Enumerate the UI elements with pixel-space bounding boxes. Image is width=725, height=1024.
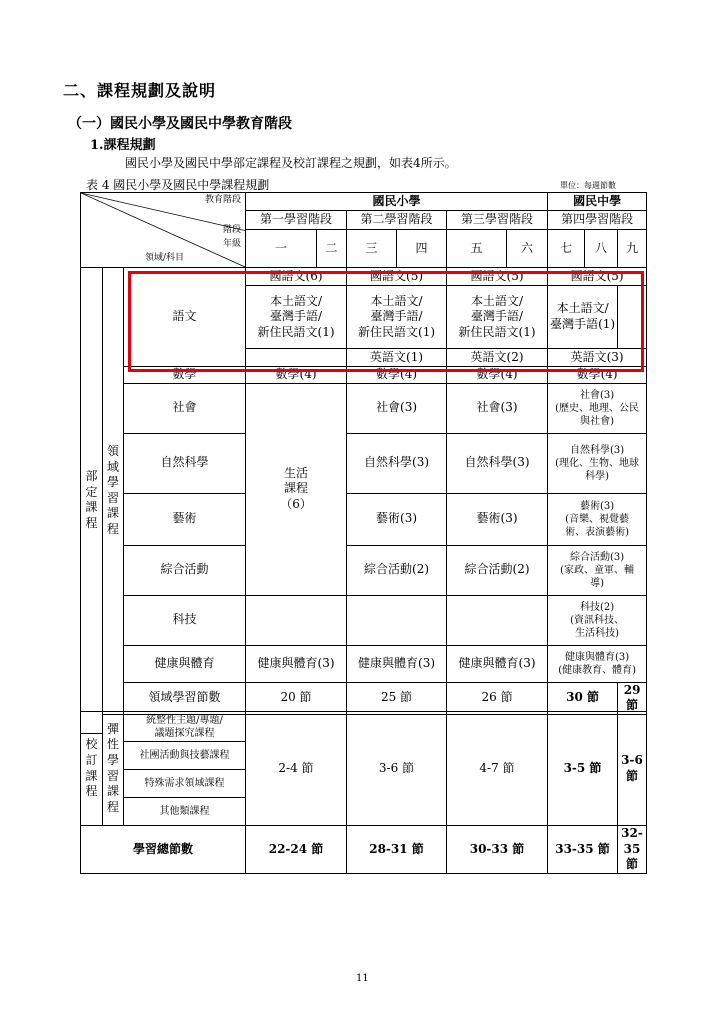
total-g78: 33-35 節: [548, 826, 618, 874]
grade-2: 二: [317, 230, 347, 268]
total-g9: 32-35 節: [618, 826, 647, 874]
mandarin-s2: 國語文(5): [347, 268, 447, 286]
arts-label: 藝術: [124, 493, 246, 545]
flex-item-clubs: 社團活動與技藝課程: [124, 742, 246, 770]
tech-s4: 科技(2) (資訊科技、 生活科技): [548, 595, 647, 645]
grade-1: 一: [246, 230, 317, 268]
social-s2: 社會(3): [347, 383, 447, 433]
science-label: 自然科學: [124, 433, 246, 493]
local-language-s2: 本土語文/ 臺灣手語/ 新住民語文(1): [347, 286, 447, 349]
diag-label-level: 階段: [223, 225, 242, 235]
integrated-label: 綜合活動: [124, 545, 246, 595]
domain-total-s3: 26 節: [447, 682, 548, 714]
intro-paragraph: 國民小學及國民中學部定課程及校訂課程之規劃，如表4所示。: [125, 156, 457, 170]
stage2-header: 第二學習階段: [347, 211, 447, 230]
integrated-s3: 綜合活動(2): [447, 545, 548, 595]
flex-item-other: 其他類課程: [124, 798, 246, 826]
tech-label: 科技: [124, 595, 246, 645]
mandarin-s4: 國語文(5): [548, 268, 647, 286]
section-heading: 二、課程規劃及說明: [63, 81, 217, 100]
tech-s1-empty: [246, 595, 347, 645]
unit-note: 單位：每週節數: [560, 181, 616, 190]
language-label: 語文: [124, 268, 246, 367]
arts-s2: 藝術(3): [347, 493, 447, 545]
domain-total-g78: 30 節: [548, 682, 618, 714]
tech-s2-empty: [347, 595, 447, 645]
health-label: 健康與體育: [124, 645, 246, 682]
grade-5: 五: [447, 230, 507, 268]
domain-total-g9: 29 節: [618, 682, 647, 714]
math-label: 數學: [124, 367, 246, 384]
total-s2: 28-31 節: [347, 826, 447, 874]
tech-s3-empty: [447, 595, 548, 645]
grade-9: 九: [618, 230, 647, 268]
total-s3: 30-33 節: [447, 826, 548, 874]
school-curriculum-label: 校 訂 課 程: [81, 712, 103, 826]
arts-s3: 藝術(3): [447, 493, 548, 545]
stage4-header: 第四學習階段: [548, 211, 647, 230]
table-caption: 表 4 國民小學及國民中學課程規劃: [86, 178, 270, 192]
domain-learning-label: 領 域 學 習 課 程: [103, 268, 124, 715]
subsection-heading: （一）國民小學及國民中學教育階段: [68, 116, 292, 132]
total-s1: 22-24 節: [246, 826, 347, 874]
flex-item-special-needs: 特殊需求領域課程: [124, 770, 246, 798]
stage3-header: 第三學習階段: [447, 211, 548, 230]
integrated-s2: 綜合活動(2): [347, 545, 447, 595]
integrated-s4: 綜合活動(3) (家政、童軍、輔 導): [548, 545, 647, 595]
english-s2: 英語文(1): [347, 349, 447, 367]
grade-8: 八: [585, 230, 618, 268]
english-s3: 英語文(2): [447, 349, 548, 367]
flex-g9: 3-6 節: [618, 712, 647, 826]
header-diagonal-cell: [81, 193, 246, 268]
grade-6: 六: [507, 230, 548, 268]
sub-subsection-heading: 1.課程規劃: [90, 138, 156, 153]
math-s1: 數學(4): [246, 367, 347, 384]
grade-7: 七: [548, 230, 585, 268]
health-s4: 健康與體育(3) (健康教育、體育): [548, 645, 647, 682]
diag-label-domain: 領域/科目: [145, 253, 185, 264]
junior-high-header: 國民中學: [548, 193, 647, 211]
life-curriculum: 生活 課程 （6）: [246, 383, 347, 595]
math-s3: 數學(4): [447, 367, 548, 384]
local-language-s1: 本土語文/ 臺灣手語/ 新住民語文(1): [246, 286, 347, 349]
flex-s1: 2-4 節: [246, 712, 347, 826]
grade-4: 四: [397, 230, 447, 268]
domain-total-s1: 20 節: [246, 682, 347, 714]
science-s2: 自然科學(3): [347, 433, 447, 493]
total-label: 學習總節數: [81, 826, 246, 874]
language-highlight-box: [128, 271, 644, 372]
flex-item-thematic: 統整性主題/專題/ 議題探究課程: [124, 712, 246, 742]
english-s4: 英語文(3): [548, 349, 647, 367]
mandarin-s3: 國語文(5): [447, 268, 548, 286]
required-curriculum-label: 部 定 課 程: [81, 268, 103, 734]
health-s2: 健康與體育(3): [347, 645, 447, 682]
arts-s4: 藝術(3) (音樂、視覺藝 術、表演藝術): [548, 493, 647, 545]
flex-learning-label: 彈 性 學 習 課 程: [103, 712, 124, 826]
stage1-header: 第一學習階段: [246, 211, 347, 230]
flex-s2: 3-6 節: [347, 712, 447, 826]
flex-s3: 4-7 節: [447, 712, 548, 826]
school-curriculum-table: [80, 711, 647, 874]
page-number: 11: [356, 973, 369, 984]
diag-label-stage: 教育階段: [205, 195, 242, 205]
domain-total-label: 領域學習節數: [124, 682, 246, 714]
math-s2: 數學(4): [347, 367, 447, 384]
primary-school-header: 國民小學: [246, 193, 548, 211]
social-s3: 社會(3): [447, 383, 548, 433]
social-label: 社會: [124, 383, 246, 433]
social-s4: 社會(3) (歷史、地理、公民 與社會): [548, 383, 647, 433]
domain-total-s2: 25 節: [347, 682, 447, 714]
science-s4: 自然科學(3) (理化、生物、地球 科學): [548, 433, 647, 493]
local-language-s4: 本土語文/ 臺灣手語(1): [548, 286, 618, 349]
local-language-s3: 本土語文/ 臺灣手語/ 新住民語文(1): [447, 286, 548, 349]
science-s3: 自然科學(3): [447, 433, 548, 493]
mandarin-s1: 國語文(6): [246, 268, 347, 286]
diag-label-grade: 年級: [223, 239, 242, 249]
flex-g78: 3-5 節: [548, 712, 618, 826]
health-s1: 健康與體育(3): [246, 645, 347, 682]
health-s3: 健康與體育(3): [447, 645, 548, 682]
math-s4: 數學(4): [548, 367, 647, 384]
grade-3: 三: [347, 230, 397, 268]
